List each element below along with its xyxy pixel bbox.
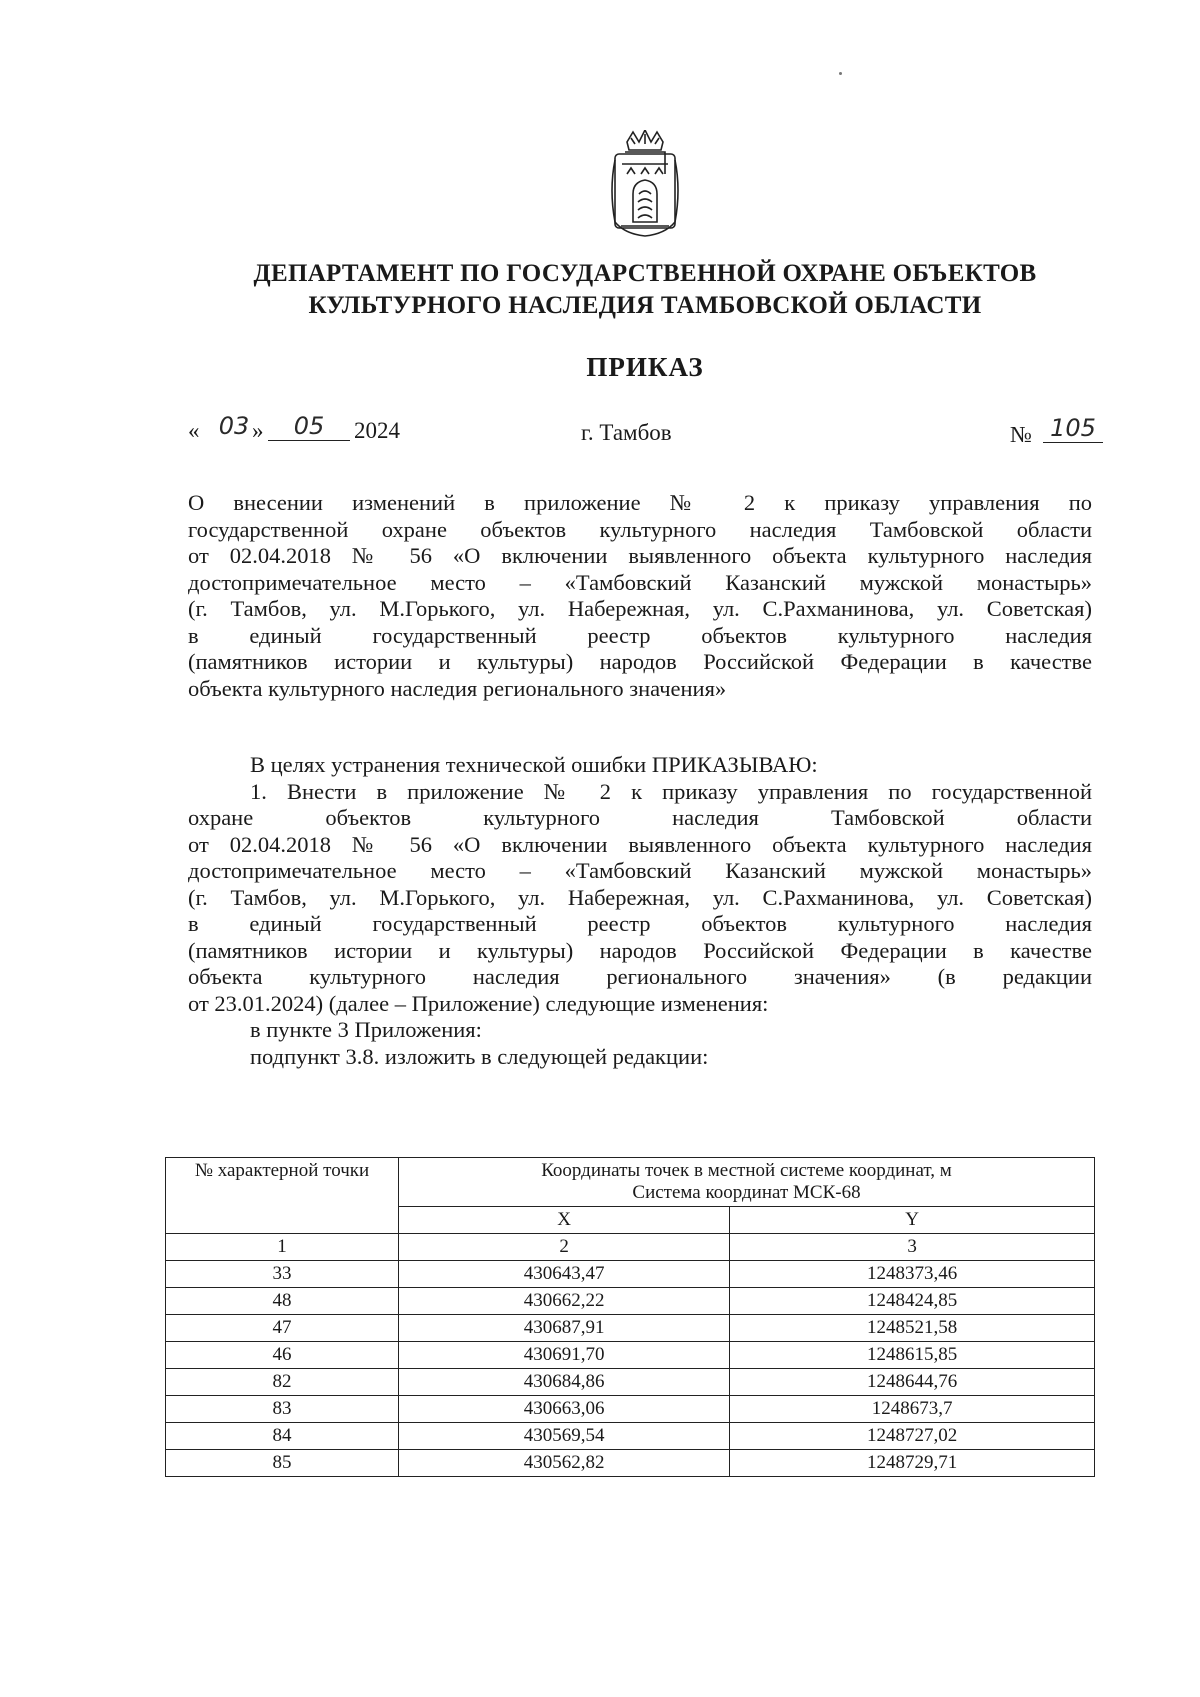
table-row	[166, 1342, 1095, 1369]
y-cell: 1248373,46	[730, 1261, 1095, 1288]
department-line-2: КУЛЬТУРНОГО НАСЛЕДИЯ ТАМБОВСКОЙ ОБЛАСТИ	[308, 292, 982, 319]
coordinates-header	[399, 1158, 1095, 1207]
table-row	[166, 1396, 1095, 1423]
table-row	[166, 1369, 1095, 1396]
subpoint-line: подпункт 3.8. изложить в следующей редакции:	[250, 1043, 709, 1069]
item1-line: от 23.01.2024) (далее – Приложение) следующие изменения:	[188, 990, 769, 1016]
department-line-1: ДЕПАРТАМЕНТ ПО ГОСУДАРСТВЕННОЙ ОХРАНЕ ОБЪЕКТОВ	[253, 260, 1037, 287]
point-line: в пункте 3 Приложения:	[250, 1017, 482, 1042]
item1-line: (памятников истории и культуры) народов Российской Федерации в качестве	[188, 937, 1092, 963]
quote-open: «	[188, 418, 200, 443]
point-number-header: № характерной точки	[166, 1158, 399, 1234]
x-cell: 430643,47	[399, 1261, 730, 1288]
point-cell: 85	[166, 1450, 399, 1477]
table-row	[166, 1261, 1095, 1288]
tambov-coat-of-arms-icon	[605, 130, 685, 240]
coordinates-header-line-2: Система координат МСК-68	[632, 1182, 861, 1203]
point-cell: 48	[166, 1288, 399, 1315]
column-number: 2	[399, 1234, 730, 1261]
table-row	[166, 1288, 1095, 1315]
table-header-row	[166, 1158, 1095, 1207]
y-cell: 1248424,85	[730, 1288, 1095, 1315]
date-day: 03	[218, 412, 250, 440]
y-header: Y	[730, 1207, 1095, 1234]
subject-line: достопримечательное место – «Тамбовский Казанский мужской монастырь»	[188, 569, 1092, 595]
column-number: 1	[166, 1234, 399, 1261]
order-body	[188, 752, 1092, 1070]
order-number: 105	[1043, 414, 1103, 443]
subject-line: от 02.04.2018 № 56 «О включении выявленного объекта культурного наследия	[188, 543, 1092, 568]
city: г. Тамбов	[581, 420, 672, 445]
y-cell: 1248615,85	[730, 1342, 1095, 1369]
item1-line: в единый государственный реестр объектов культурного наследия	[188, 911, 1092, 936]
table-row	[166, 1423, 1095, 1450]
table-row	[166, 1450, 1095, 1477]
column-number-row	[166, 1234, 1095, 1261]
point-cell: 33	[166, 1261, 399, 1288]
item1-line: от 02.04.2018 № 56 «О включении выявленного объекта культурного наследия	[188, 831, 1092, 857]
item1-line: (г. Тамбов, ул. М.Горького, ул. Набережная, ул. С.Рахманинова, ул. Советская)	[188, 884, 1092, 910]
x-cell: 430569,54	[399, 1423, 730, 1450]
y-cell: 1248644,76	[730, 1369, 1095, 1396]
date-month: 05	[268, 412, 350, 441]
number-label: №	[1010, 422, 1032, 447]
x-cell: 430663,06	[399, 1396, 730, 1423]
order-subject	[188, 490, 1092, 702]
coordinates-header-line-1: Координаты точек в местной системе координат, м	[541, 1160, 952, 1181]
x-cell: 430684,86	[399, 1369, 730, 1396]
y-cell: 1248673,7	[730, 1396, 1095, 1423]
point-cell: 47	[166, 1315, 399, 1342]
item1-line: объекта культурного наследия регионального значения» (в редакции	[188, 964, 1092, 989]
item1-line: достопримечательное место – «Тамбовский Казанский мужской монастырь»	[188, 858, 1092, 883]
subject-line: государственной охране объектов культурного наследия Тамбовской области	[188, 516, 1092, 542]
column-number: 3	[730, 1234, 1095, 1261]
date-year: 2024	[354, 418, 400, 443]
point-cell: 83	[166, 1396, 399, 1423]
x-cell: 430691,70	[399, 1342, 730, 1369]
y-cell: 1248521,58	[730, 1315, 1095, 1342]
subject-line: (памятников истории и культуры) народов Российской Федерации в качестве	[188, 649, 1092, 674]
subject-line: (г. Тамбов, ул. М.Горького, ул. Набережная, ул. С.Рахманинова, ул. Советская)	[188, 596, 1092, 621]
x-cell: 430562,82	[399, 1450, 730, 1477]
subject-line: О внесении изменений в приложение № 2 к приказу управления по	[188, 490, 1092, 515]
point-cell: 84	[166, 1423, 399, 1450]
department-title	[180, 258, 1110, 322]
subject-line: объекта культурного наследия регионального значения»	[188, 675, 727, 701]
y-cell: 1248727,02	[730, 1423, 1095, 1450]
x-cell: 430687,91	[399, 1315, 730, 1342]
y-cell: 1248729,71	[730, 1450, 1095, 1477]
item1-line: 1. Внести в приложение № 2 к приказу управления по государственной	[250, 778, 1092, 804]
point-cell: 82	[166, 1369, 399, 1396]
preamble: В целях устранения технической ошибки ПРИКАЗЫВАЮ:	[250, 752, 818, 777]
coordinates-table	[165, 1157, 1095, 1477]
date-number-row	[188, 412, 1128, 452]
x-cell: 430662,22	[399, 1288, 730, 1315]
scan-speck	[839, 72, 842, 75]
table-row	[166, 1315, 1095, 1342]
order-title: ПРИКАЗ	[586, 352, 704, 382]
subject-line: в единый государственный реестр объектов культурного наследия	[188, 622, 1092, 648]
point-cell: 46	[166, 1342, 399, 1369]
quote-close: »	[252, 418, 264, 443]
item1-line: охране объектов культурного наследия Тамбовской области	[188, 805, 1092, 830]
x-header: X	[399, 1207, 730, 1234]
